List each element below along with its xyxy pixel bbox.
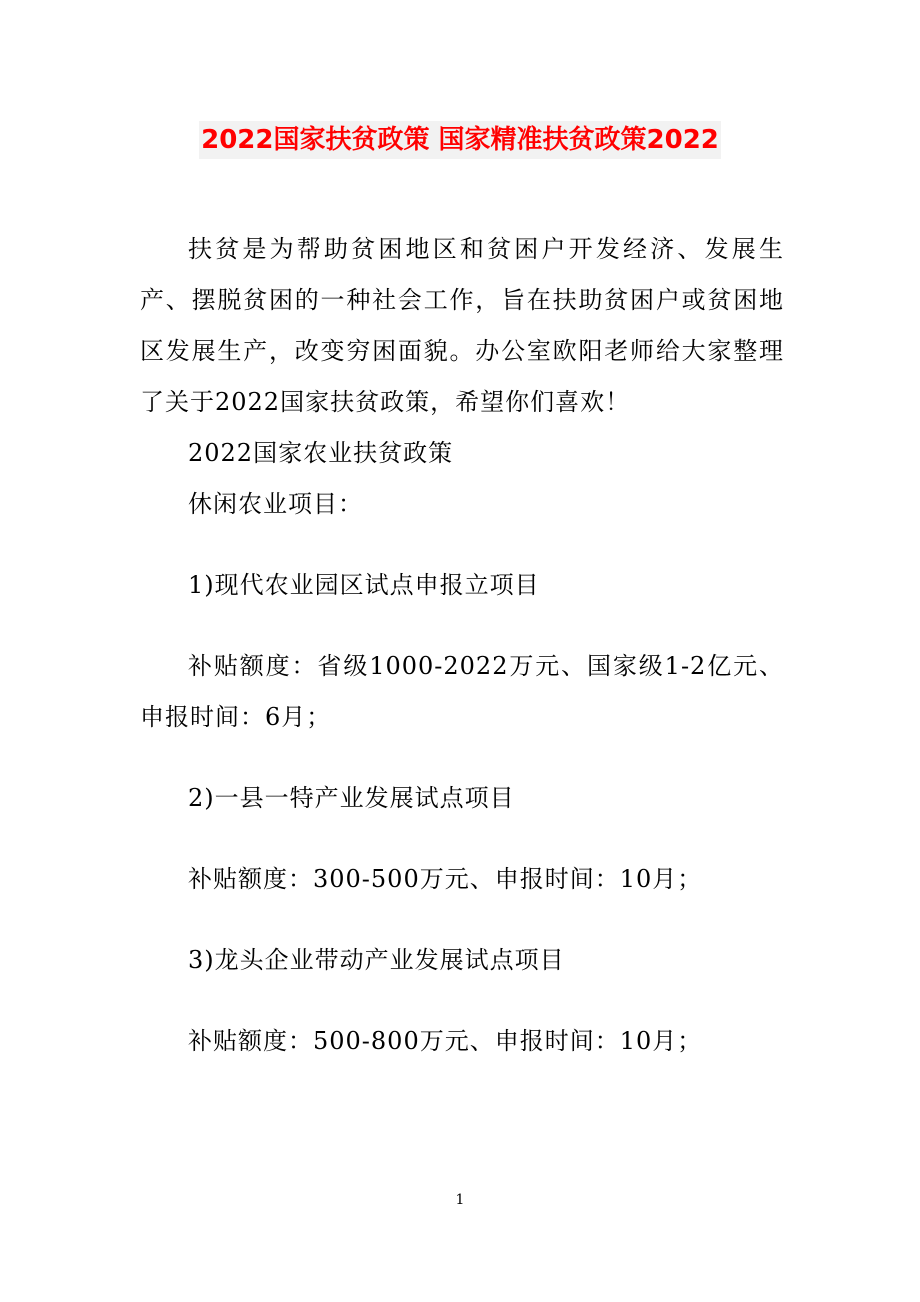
section-heading-agriculture-policy: 2022国家农业扶贫政策	[188, 439, 454, 467]
subsidy-detail-1: 补贴额度：省级1000-2022万元、国家级1-2亿元、申报时间：6月；	[140, 652, 784, 731]
project-item-3: 3)龙头企业带动产业发展试点项目	[188, 946, 565, 974]
document-title	[0, 118, 920, 159]
project-item-1: 1)现代农业园区试点申报立项目	[188, 571, 540, 599]
document-title-text: 2022国家扶贫政策 国家精准扶贫政策2022	[199, 121, 721, 159]
intro-paragraph: 扶贫是为帮助贫困地区和贫困户开发经济、发展生产、摆脱贫困的一种社会工作，旨在扶助贫困户或贫困地区发展生产，改变穷困面貌。办公室欧阳老师给大家整理了关于2022国家扶贫政策，希望你们喜欢！	[140, 235, 784, 416]
subsidy-detail-3: 补贴额度：500-800万元、申报时间：10月；	[188, 1027, 703, 1055]
spacer	[140, 743, 784, 773]
subsidy-detail-2: 补贴额度：300-500万元、申报时间：10月；	[188, 865, 703, 893]
spacer	[140, 530, 784, 560]
document-body	[140, 224, 784, 1067]
project-item-2: 2)一县一特产业发展试点项目	[188, 784, 515, 812]
spacer	[140, 824, 784, 854]
page-number: 1	[455, 1192, 465, 1208]
spacer	[140, 986, 784, 1016]
subsection-heading-leisure-agriculture: 休闲农业项目：	[188, 490, 363, 518]
spacer	[140, 905, 784, 935]
spacer	[140, 611, 784, 641]
